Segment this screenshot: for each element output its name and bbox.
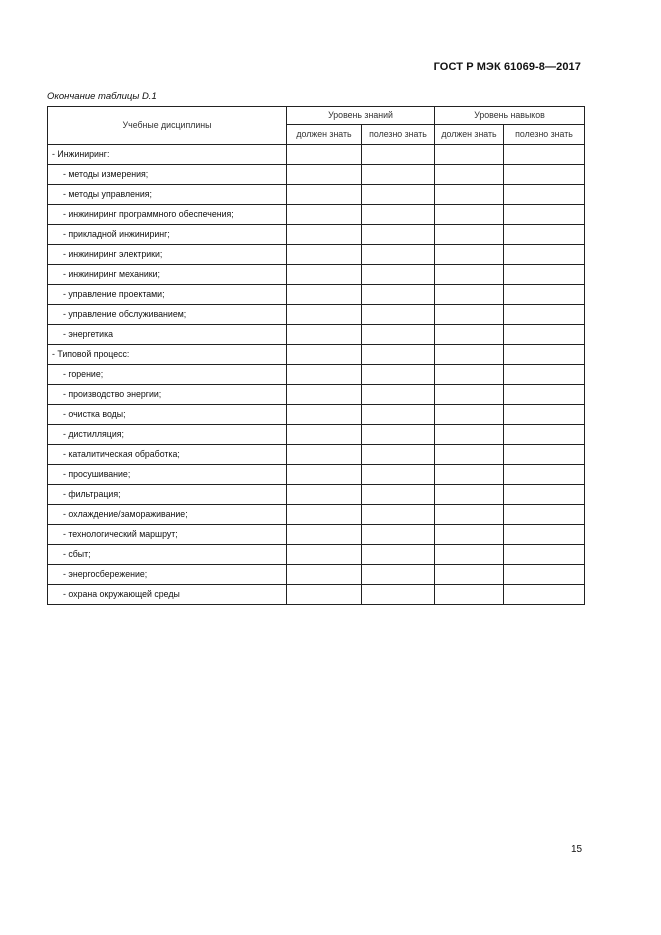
subject-column-header: Учебные дисциплины — [48, 107, 287, 145]
empty-cell — [435, 265, 504, 285]
empty-cell — [287, 465, 362, 485]
skill-useful-header: полезно знать — [504, 125, 585, 145]
table-row — [48, 145, 585, 165]
empty-cell — [287, 585, 362, 605]
table-row — [48, 305, 585, 325]
empty-cell — [435, 405, 504, 425]
empty-cell — [435, 445, 504, 465]
empty-cell — [504, 485, 585, 505]
empty-cell — [504, 245, 585, 265]
table-row — [48, 285, 585, 305]
discipline-label: - очистка воды; — [48, 405, 287, 425]
table-row — [48, 265, 585, 285]
empty-cell — [287, 445, 362, 465]
empty-cell — [435, 485, 504, 505]
empty-cell — [435, 465, 504, 485]
empty-cell — [362, 385, 435, 405]
empty-cell — [287, 325, 362, 345]
table-row — [48, 345, 585, 365]
discipline-label: - инжиниринг механики; — [48, 265, 287, 285]
empty-cell — [504, 285, 585, 305]
empty-cell — [504, 265, 585, 285]
empty-cell — [287, 225, 362, 245]
table-row — [48, 445, 585, 465]
empty-cell — [287, 525, 362, 545]
table-row — [48, 245, 585, 265]
empty-cell — [435, 145, 504, 165]
empty-cell — [287, 165, 362, 185]
knowledge-useful-header: полезно знать — [362, 125, 435, 145]
empty-cell — [435, 365, 504, 385]
empty-cell — [435, 345, 504, 365]
empty-cell — [504, 405, 585, 425]
discipline-label: - Инжиниринг: — [48, 145, 287, 165]
empty-cell — [504, 385, 585, 405]
empty-cell — [435, 305, 504, 325]
empty-cell — [362, 165, 435, 185]
empty-cell — [362, 465, 435, 485]
discipline-label: - охрана окружающей среды — [48, 585, 287, 605]
table-row — [48, 385, 585, 405]
empty-cell — [504, 585, 585, 605]
empty-cell — [362, 325, 435, 345]
empty-cell — [504, 205, 585, 225]
empty-cell — [362, 225, 435, 245]
empty-cell — [504, 525, 585, 545]
table-row — [48, 225, 585, 245]
empty-cell — [362, 485, 435, 505]
empty-cell — [362, 565, 435, 585]
empty-cell — [504, 225, 585, 245]
empty-cell — [504, 465, 585, 485]
discipline-label: - производство энергии; — [48, 385, 287, 405]
discipline-label: - методы измерения; — [48, 165, 287, 185]
table-row — [48, 485, 585, 505]
discipline-label: - методы управления; — [48, 185, 287, 205]
empty-cell — [504, 565, 585, 585]
discipline-label: - сбыт; — [48, 545, 287, 565]
discipline-label: - охлаждение/замораживание; — [48, 505, 287, 525]
empty-cell — [287, 545, 362, 565]
table-row — [48, 425, 585, 445]
empty-cell — [362, 245, 435, 265]
empty-cell — [362, 265, 435, 285]
empty-cell — [435, 505, 504, 525]
empty-cell — [362, 305, 435, 325]
empty-cell — [504, 505, 585, 525]
discipline-label: - Типовой процесс: — [48, 345, 287, 365]
empty-cell — [287, 505, 362, 525]
empty-cell — [287, 345, 362, 365]
empty-cell — [504, 365, 585, 385]
table-row — [48, 325, 585, 345]
table-row — [48, 565, 585, 585]
table-row — [48, 585, 585, 605]
empty-cell — [435, 525, 504, 545]
table-row — [48, 185, 585, 205]
empty-cell — [504, 185, 585, 205]
empty-cell — [287, 185, 362, 205]
empty-cell — [435, 385, 504, 405]
discipline-label: - просушивание; — [48, 465, 287, 485]
empty-cell — [435, 325, 504, 345]
table-caption: Окончание таблицы D.1 — [47, 91, 157, 102]
discipline-label: - инжиниринг программного обеспечения; — [48, 205, 287, 225]
empty-cell — [287, 245, 362, 265]
discipline-label: - горение; — [48, 365, 287, 385]
empty-cell — [362, 285, 435, 305]
empty-cell — [362, 545, 435, 565]
empty-cell — [504, 165, 585, 185]
empty-cell — [504, 345, 585, 365]
empty-cell — [362, 205, 435, 225]
empty-cell — [287, 205, 362, 225]
empty-cell — [362, 425, 435, 445]
discipline-label: - управление обслуживанием; — [48, 305, 287, 325]
discipline-label: - энергосбережение; — [48, 565, 287, 585]
table-row — [48, 465, 585, 485]
empty-cell — [287, 485, 362, 505]
empty-cell — [435, 185, 504, 205]
empty-cell — [287, 425, 362, 445]
empty-cell — [362, 145, 435, 165]
empty-cell — [287, 285, 362, 305]
empty-cell — [435, 205, 504, 225]
empty-cell — [435, 245, 504, 265]
empty-cell — [435, 565, 504, 585]
knowledge-must-know-header: должен знать — [287, 125, 362, 145]
empty-cell — [287, 565, 362, 585]
table-row — [48, 165, 585, 185]
empty-cell — [287, 305, 362, 325]
discipline-label: - инжиниринг электрики; — [48, 245, 287, 265]
empty-cell — [362, 445, 435, 465]
empty-cell — [362, 185, 435, 205]
skill-must-know-header: должен знать — [435, 125, 504, 145]
skill-level-header: Уровень навыков — [435, 107, 585, 125]
table-row — [48, 505, 585, 525]
empty-cell — [435, 545, 504, 565]
empty-cell — [287, 365, 362, 385]
discipline-label: - энергетика — [48, 325, 287, 345]
empty-cell — [362, 525, 435, 545]
empty-cell — [287, 265, 362, 285]
table-row — [48, 545, 585, 565]
table-body — [48, 145, 585, 605]
table-row — [48, 405, 585, 425]
empty-cell — [287, 145, 362, 165]
discipline-label: - прикладной инжиниринг; — [48, 225, 287, 245]
empty-cell — [435, 585, 504, 605]
empty-cell — [362, 505, 435, 525]
table-row — [48, 365, 585, 385]
empty-cell — [362, 585, 435, 605]
empty-cell — [287, 405, 362, 425]
empty-cell — [504, 325, 585, 345]
empty-cell — [435, 165, 504, 185]
discipline-label: - каталитическая обработка; — [48, 445, 287, 465]
knowledge-level-header: Уровень знаний — [287, 107, 435, 125]
empty-cell — [435, 225, 504, 245]
discipline-label: - управление проектами; — [48, 285, 287, 305]
empty-cell — [435, 285, 504, 305]
table-row — [48, 525, 585, 545]
empty-cell — [362, 405, 435, 425]
discipline-label: - технологический маршрут; — [48, 525, 287, 545]
discipline-label: - дистилляция; — [48, 425, 287, 445]
page-number: 15 — [571, 844, 583, 855]
table-row — [48, 205, 585, 225]
table-header-row — [48, 107, 585, 125]
empty-cell — [362, 365, 435, 385]
empty-cell — [287, 385, 362, 405]
discipline-label: - фильтрация; — [48, 485, 287, 505]
disciplines-table — [47, 106, 585, 605]
document-title: ГОСТ Р МЭК 61069-8—2017 — [433, 61, 581, 73]
empty-cell — [504, 545, 585, 565]
empty-cell — [504, 145, 585, 165]
empty-cell — [435, 425, 504, 445]
empty-cell — [504, 305, 585, 325]
empty-cell — [362, 345, 435, 365]
empty-cell — [504, 425, 585, 445]
empty-cell — [504, 445, 585, 465]
